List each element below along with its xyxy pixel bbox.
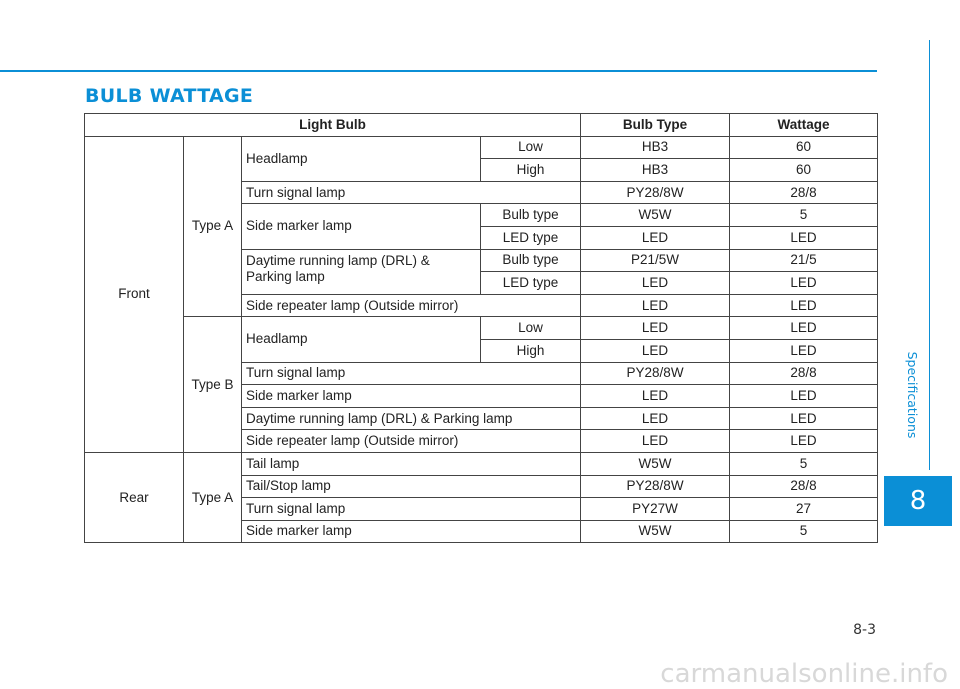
bulb-type-cell: W5W (581, 452, 730, 475)
bulb-type-cell: PY28/8W (581, 475, 730, 498)
side-marker-bulb-type-label: Bulb type (481, 204, 581, 227)
bulb-type-cell: PY28/8W (581, 362, 730, 385)
tail-lamp-label: Tail lamp (242, 452, 581, 475)
wattage-cell: LED (730, 430, 878, 453)
bulb-type-cell: LED (581, 317, 730, 340)
page-number: 8-3 (853, 622, 876, 638)
table-row (85, 136, 878, 159)
drl-bulb-type-label: Bulb type (481, 249, 581, 272)
watermark-text: carmanualsonline.info (660, 659, 948, 689)
side-repeater-label: Side repeater lamp (Outside mirror) (242, 430, 581, 453)
headlamp-label: Headlamp (242, 317, 481, 362)
wattage-cell: 28/8 (730, 475, 878, 498)
drl-parking-label (242, 249, 481, 294)
header-wattage: Wattage (730, 114, 878, 137)
wattage-cell: 28/8 (730, 362, 878, 385)
bulb-type-cell: W5W (581, 520, 730, 543)
drl-label-line-2: Parking lamp (246, 268, 325, 284)
bulb-type-cell: PY27W (581, 498, 730, 521)
bulb-type-cell: LED (581, 430, 730, 453)
table-row (85, 317, 878, 340)
bulb-type-cell: P21/5W (581, 249, 730, 272)
bulb-type-cell: LED (581, 385, 730, 408)
wattage-cell: 5 (730, 520, 878, 543)
wattage-cell: 21/5 (730, 249, 878, 272)
side-marker-label: Side marker lamp (242, 520, 581, 543)
wattage-cell: LED (730, 385, 878, 408)
wattage-cell: 5 (730, 452, 878, 475)
chapter-tab[interactable]: 8 (884, 476, 952, 526)
headlamp-low-label: Low (481, 136, 581, 159)
front-type-b-label: Type B (184, 317, 242, 453)
chapter-side-label: Specifications (905, 351, 920, 439)
headlamp-low-label: Low (481, 317, 581, 340)
header-bulb-type: Bulb Type (581, 114, 730, 137)
front-type-a-label: Type A (184, 136, 242, 317)
table-row (85, 452, 878, 475)
turn-signal-label: Turn signal lamp (242, 498, 581, 521)
top-rule (0, 70, 877, 72)
drl-label-line-1: Daytime running lamp (DRL) & (246, 252, 430, 268)
bulb-wattage-table (84, 113, 878, 543)
bulb-type-cell: LED (581, 226, 730, 249)
side-repeater-label: Side repeater lamp (Outside mirror) (242, 294, 581, 317)
wattage-cell: 27 (730, 498, 878, 521)
section-title: BULB WATTAGE (85, 85, 254, 107)
wattage-cell: LED (730, 226, 878, 249)
bulb-type-cell: PY28/8W (581, 181, 730, 204)
wattage-cell: 28/8 (730, 181, 878, 204)
wattage-cell: LED (730, 339, 878, 362)
side-rule (929, 40, 930, 470)
wattage-cell: LED (730, 272, 878, 295)
tail-stop-lamp-label: Tail/Stop lamp (242, 475, 581, 498)
turn-signal-label: Turn signal lamp (242, 362, 581, 385)
wattage-cell: LED (730, 294, 878, 317)
side-marker-label: Side marker lamp (242, 385, 581, 408)
wattage-cell: LED (730, 407, 878, 430)
bulb-type-cell: W5W (581, 204, 730, 227)
wattage-cell: 60 (730, 159, 878, 182)
bulb-type-cell: LED (581, 272, 730, 295)
headlamp-label: Headlamp (242, 136, 481, 181)
side-marker-label: Side marker lamp (242, 204, 481, 249)
bulb-type-cell: HB3 (581, 136, 730, 159)
drl-led-type-label: LED type (481, 272, 581, 295)
wattage-cell: 5 (730, 204, 878, 227)
front-group-label: Front (85, 136, 184, 452)
wattage-cell: LED (730, 317, 878, 340)
bulb-type-cell: LED (581, 407, 730, 430)
bulb-type-cell: LED (581, 294, 730, 317)
headlamp-high-label: High (481, 339, 581, 362)
bulb-type-cell: HB3 (581, 159, 730, 182)
side-marker-led-type-label: LED type (481, 226, 581, 249)
headlamp-high-label: High (481, 159, 581, 182)
rear-type-a-label: Type A (184, 452, 242, 542)
wattage-cell: 60 (730, 136, 878, 159)
rear-group-label: Rear (85, 452, 184, 542)
drl-parking-label: Daytime running lamp (DRL) & Parking lamp (242, 407, 581, 430)
header-light-bulb: Light Bulb (85, 114, 581, 137)
turn-signal-label: Turn signal lamp (242, 181, 581, 204)
bulb-type-cell: LED (581, 339, 730, 362)
table-header-row (85, 114, 878, 137)
